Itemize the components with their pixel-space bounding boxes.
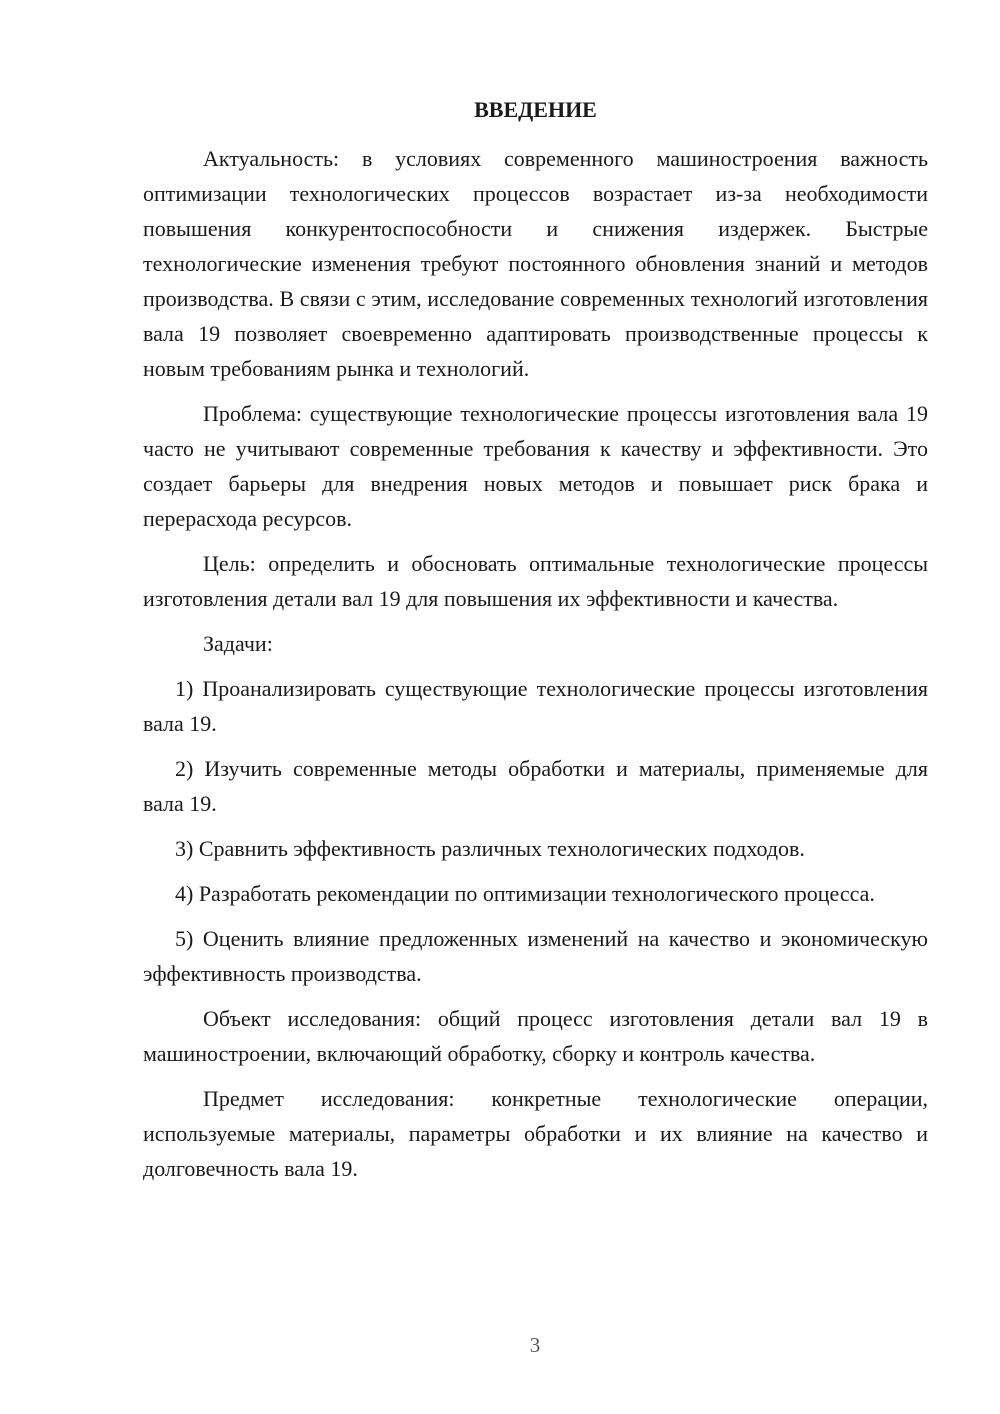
- relevance-paragraph: Актуальность: в условиях современного машиностроения важность оптимизации технологических процессов возрастает из-за необходимости повышения конкурентоспособности и снижения издержек. Быстрые технологические изменения требуют постоянного обновления знаний и методов производства. В связи с этим, исследование современных технологий изготовления вала 19 позволяет своевременно адаптировать производственные процессы к новым требованиям рынка и технологий.: [143, 146, 928, 381]
- section-title: ВВЕДЕНИЕ: [474, 97, 597, 122]
- task-item: 1) Проанализировать существующие технологические процессы изготовления вала 19.: [143, 676, 928, 736]
- task-item: 4) Разработать рекомендации по оптимизации технологического процесса.: [175, 881, 875, 906]
- task-item: 2) Изучить современные методы обработки и материалы, применяемые для вала 19.: [143, 756, 928, 816]
- goal-paragraph: Цель: определить и обосновать оптимальные технологические процессы изготовления детали вал 19 для повышения их эффективности и качества.: [143, 551, 928, 611]
- page-content: [143, 95, 928, 1196]
- page-number: 3: [529, 1333, 541, 1357]
- task-item: 3) Сравнить эффективность различных технологических подходов.: [175, 836, 805, 861]
- subject-paragraph: Предмет исследования: конкретные технологические операции, используемые материалы, параметры обработки и их влияние на качество и долговечность вала 19.: [143, 1086, 928, 1181]
- object-paragraph: Объект исследования: общий процесс изготовления детали вал 19 в машиностроении, включающий обработку, сборку и контроль качества.: [143, 1006, 928, 1066]
- tasks-heading: Задачи:: [203, 631, 273, 656]
- problem-paragraph: Проблема: существующие технологические процессы изготовления вала 19 часто не учитывают современные требования к качеству и эффективности. Это создает барьеры для внедрения новых методов и повышает риск брака и перерасхода ресурсов.: [143, 401, 928, 531]
- tasks-list: [143, 671, 928, 991]
- task-item: 5) Оценить влияние предложенных изменений на качество и экономическую эффективность производства.: [143, 926, 928, 986]
